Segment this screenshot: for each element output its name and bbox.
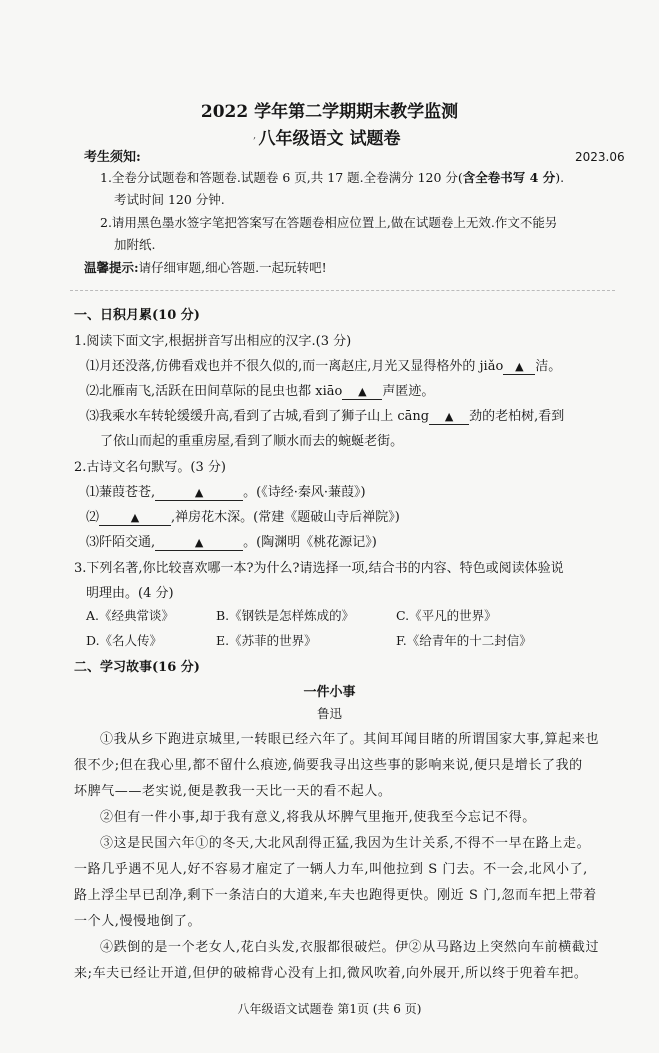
section2-heading: 二、学习故事(16 分) [74,660,200,675]
option-e: E.《苏菲的世界》 [216,633,317,648]
triangle-marker: ▲ [358,385,367,398]
notice-item2-line2: 加附纸. [114,237,156,252]
question-1: 1.阅读下面文字,根据拼音写出相应的汉字.(3 分) [74,334,352,349]
paragraph-3-line4: 一个人,慢慢地倒了。 [74,914,202,929]
triangle-marker: ▲ [444,410,454,423]
answer-blank [155,536,243,551]
q2-3-text: ⑶阡陌交通, [86,535,156,550]
notice-item1-line2: 考试时间 120 分钟. [114,192,225,207]
q2-1-text: ⑴蒹葭苍苍, [86,485,156,500]
exam-subtitle: 八年级语文 试题卷 [258,129,401,149]
question-3: 3.下列名著,你比较喜欢哪一本?为什么?请选择一项,结合书的内容、特色或阅读体验说 [74,561,564,576]
option-b: B.《钢铁是怎样炼成的》 [216,608,355,623]
notice-item2: 2.请用黑色墨水签字笔把答案写在答题卷相应位置上,做在试题卷上无效.作文不能另 [100,215,558,230]
q2-2-end: ,禅房花木深。(常建《题破山寺后禅院》) [171,510,400,525]
q2-1-end: 。(《诗经·秦风·蒹葭》) [243,485,366,500]
notice-heading: 考生须知: [84,150,141,165]
notice-item1-bold: 含全卷书写 4 分 [462,170,556,185]
exam-date: 2023.06 [575,150,625,164]
q1-3-end: 劲的老柏树,看到 [469,409,565,424]
option-a: A.《经典常谈》 [86,608,175,623]
q1-2-text: ⑵北雁南飞,活跃在田间草际的昆虫也都 xiāo [86,384,343,399]
q1-1-end: 洁。 [535,359,562,374]
story-author: 鲁迅 [316,706,342,721]
answer-blank [99,511,171,526]
tip-label: 温馨提示: [84,260,139,275]
option-c: C.《平凡的世界》 [396,608,497,623]
question-2-3 [86,531,377,551]
option-d: D.《名人传》 [86,633,163,648]
q1-3-text: ⑶我乘水车转轮缓缓升高,看到了古城,看到了狮子山上 cāng [86,409,430,424]
notice-tip [84,258,327,276]
paragraph-3: ③这是民国六年①的冬天,大北风刮得正猛,我因为生计关系,不得不一早在路上走。 [100,836,591,851]
paragraph-3-line2: 一路几乎遇不见人,好不容易才雇定了一辆人力车,叫他拉到 S 门去。不一会,北风小了, [74,862,588,877]
divider [70,290,615,291]
question-1-2 [86,380,434,400]
notice-item1-text: 1.全卷分试题卷和答题卷.试题卷 6 页,共 17 题.全卷满分 120 分( [100,170,463,185]
notice-item1-end: ). [555,170,565,185]
question-2: 2.古诗文名句默写。(3 分) [74,460,226,475]
answer-blank [155,486,243,501]
question-2-2 [86,506,400,526]
triangle-marker: ▲ [194,536,204,549]
answer-blank [342,385,382,400]
q1-1-text: ⑴月还没落,仿佛看戏也并不很久似的,而一离赵庄,月光又显得格外的 jiǎo [86,359,504,374]
story-title: 一件小事 [303,685,356,700]
triangle-marker: ▲ [515,360,524,373]
paragraph-1: ①我从乡下跑进京城里,一转眼已经六年了。其间耳闻目睹的所谓国家大事,算起来也 [100,732,600,747]
paragraph-2: ②但有一件小事,却于我有意义,将我从坏脾气里拖开,使我至今忘记不得。 [100,810,536,825]
question-3-line2: 明理由。(4 分) [86,586,174,601]
q2-2-text: ⑵ [86,510,100,525]
paragraph-3-line3: 路上浮尘早已刮净,剩下一条洁白的大道来,车夫也跑得更快。刚近 S 门,忽而车把上带着 [74,888,597,903]
question-1-3-line2: 了依山而起的重重房屋,看到了顺水而去的蜿蜒老街。 [100,434,404,449]
question-2-1 [86,481,366,501]
section1-heading: 一、日积月累(10 分) [74,308,200,323]
question-1-3 [86,405,564,425]
q2-3-end: 。(陶渊明《桃花源记》) [243,535,377,550]
paragraph-1-line3: 坏脾气——老实说,便是教我一天比一天的看不起人。 [74,784,392,799]
answer-blank [503,360,535,375]
page-footer: 八年级语文试题卷 第1页 (共 6 页) [237,1002,422,1016]
notice-item1 [100,168,564,186]
paragraph-4: ④跌倒的是一个老女人,花白头发,衣服都很破烂。伊②从马路边上突然向车前横截过 [100,940,600,955]
paragraph-4-line2: 来;车夫已经让开道,但伊的破棉背心没有上扣,微风吹着,向外展开,所以终于兜着车把。 [74,966,588,981]
tip-text: 请仔细审题,细心答题.一起玩转吧! [138,260,327,275]
exam-title: 2022 学年第二学期期末教学监测 [200,102,459,122]
scan-mark: , [253,130,257,141]
q1-2-end: 声匿迹。 [382,384,435,399]
paragraph-1-line2: 很不少;但在我心里,都不留什么痕迹,倘要我寻出这些事的影响来说,便只是增长了我的 [74,758,583,773]
triangle-marker: ▲ [130,511,140,524]
option-f: F.《给青年的十二封信》 [396,633,532,648]
answer-blank [429,410,469,425]
question-1-1 [86,355,561,375]
triangle-marker: ▲ [194,486,204,499]
